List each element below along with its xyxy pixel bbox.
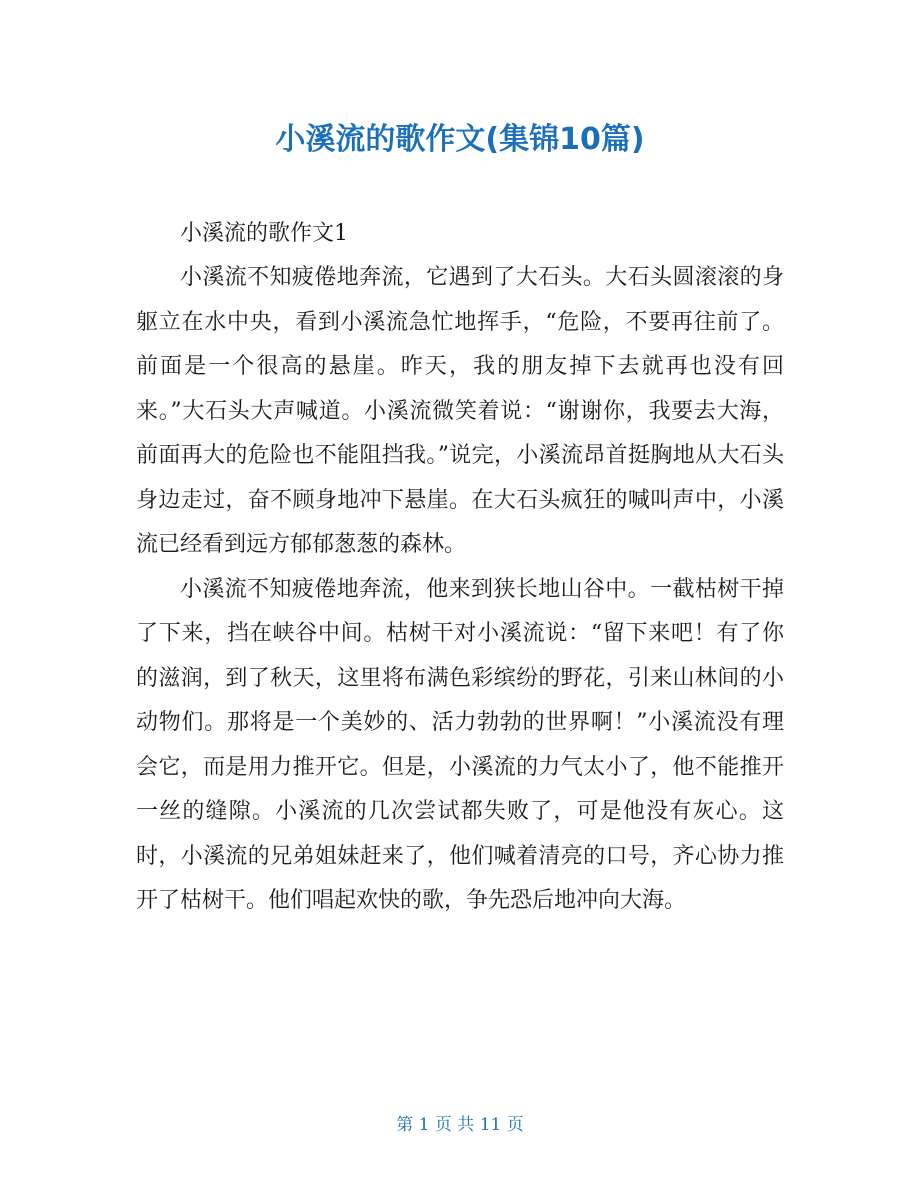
- paragraph-2: 小溪流不知疲倦地奔流，他来到狭长地山谷中。一截枯树干掉了下来，挡在峡谷中间。枯树干对小溪流说：“留下来吧！有了你的滋润，到了秋天，这里将布满色彩缤纷的野花，引来山林间的小动物们。那将是一个美妙的、活力勃勃的世界啊！”小溪流没有理会它，而是用力推开它。但是，小溪流的力气太小了，他不能推开一丝的缝隙。小溪流的几次尝试都失败了，可是他没有灰心。这时，小溪流的兄弟姐妹赶来了，他们喊着清亮的口号，齐心协力推开了枯树干。他们唱起欢快的歌，争先恐后地冲向大海。: [136, 576, 784, 913]
- document-title: 小溪流的歌作文(集锦10篇): [275, 122, 645, 157]
- paragraph-1: 小溪流不知疲倦地奔流，它遇到了大石头。大石头圆滚滚的身躯立在水中央，看到小溪流急忙地挥手，“危险，不要再往前了。前面是一个很高的悬崖。昨天，我的朋友掉下去就再也没有回来。”大石头大声喊道。小溪流微笑着说：“谢谢你，我要去大海，前面再大的危险也不能阻挡我。”说完，小溪流昂首挺胸地从大石头身边走过，奋不顾身地冲下悬崖。在大石头疯狂的喊叫声中，小溪流已经看到远方郁郁葱葱的森林。: [136, 265, 784, 557]
- document-body: [136, 212, 784, 924]
- section-heading: 小溪流的歌作文1: [180, 221, 348, 246]
- page-number-footer: 第 1 页 共 11 页: [396, 1115, 524, 1135]
